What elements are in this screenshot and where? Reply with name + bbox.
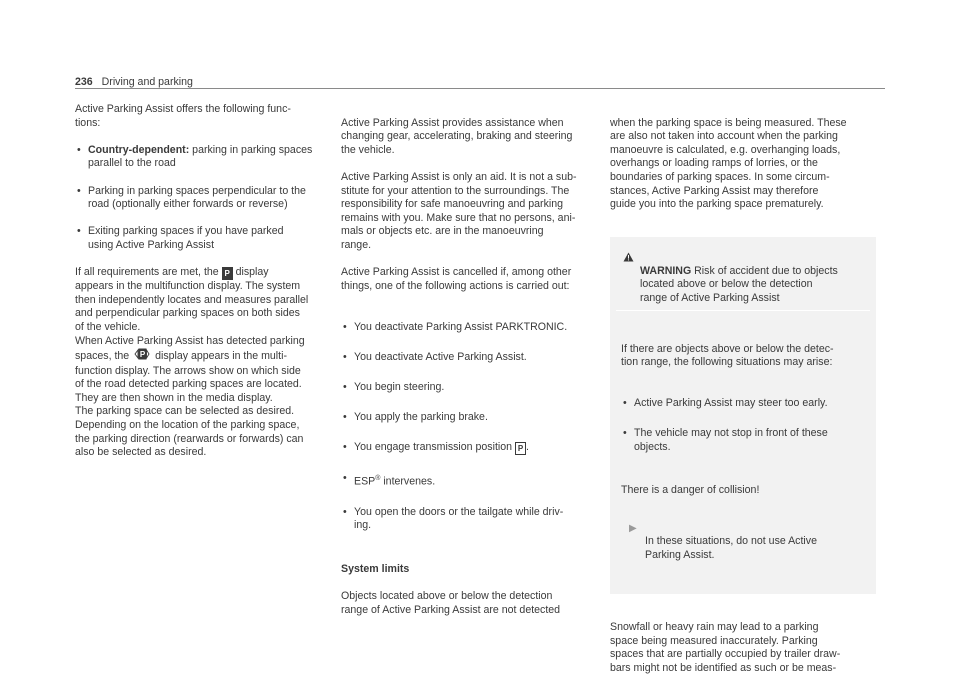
assist-paragraph: Active Parking Assist provides assistance when changing gear, accelerating, braking and steering the vehicle. (341, 116, 573, 156)
cancel-paragraph: Active Parking Assist is cancelled if, among other things, one of the following actions is carried out: (341, 266, 572, 292)
parking-symbol-icon: P (222, 267, 233, 280)
list-item (75, 225, 327, 252)
detected-paragraph (75, 335, 327, 406)
list-item-text: . (525, 441, 529, 454)
list-item (75, 185, 327, 212)
selection-paragraph: The parking space can be selected as desired. Depending on the location of the parking space, the parking direction (rearwards or forwards) can also be selected as desired. (75, 405, 304, 459)
intro-text: Active Parking Assist offers the following func- tions: (75, 103, 291, 129)
para-text: display appears in the multifunction display. The system then independently locates and measures parallel and perpendicular parking spaces on both sides of the vehicle. (75, 266, 309, 333)
snowfall-paragraph: Snowfall or heavy rain may lead to a parking space being measured inaccurately. Parking spaces that are partially occupied by trailer draw- bars might not be identified as such or be meas- (610, 621, 841, 674)
column-3 (610, 103, 876, 689)
system-limits-heading: System limits (341, 562, 410, 575)
system-limits-text: Objects located above or below the detection range of Active Parking Assist are not detected (341, 590, 561, 616)
list-item-text: You engage transmission position (354, 441, 515, 454)
warning-box (610, 237, 876, 593)
esp-label: ESP (354, 475, 376, 488)
page-number: 236 (75, 76, 93, 88)
list-item-text: intervenes. (380, 475, 436, 488)
cancel-list (341, 307, 599, 546)
warning-triangle-icon (623, 252, 634, 267)
action-arrow-icon: ▶ (629, 522, 637, 534)
warning-label: WARNING (640, 264, 692, 277)
list-item: • You deactivate Active Parking Assist. (341, 351, 599, 365)
warning-intro: If there are objects above or below the detec- tion range, the following situations may arise: (621, 342, 834, 369)
list-item (75, 144, 327, 171)
action-text: In these situations, do not use Active Parking Assist. (645, 535, 817, 561)
aid-paragraph: Active Parking Assist is only an aid. It is not a sub- stitute for your attention to the surroundings. The responsibility for safe manoeuvring and parking remains with you. Make sure that no persons, ani- mals or objects etc. are in the manoeuvring range. (341, 170, 577, 251)
warning-header (616, 251, 870, 311)
list-item: • Active Parking Assist may steer too early. (621, 397, 870, 411)
section-title: Driving and parking (101, 76, 193, 88)
list-item-text: Exiting parking spaces if you have parked using Active Parking Assist (88, 225, 284, 251)
warning-title: Risk of accident due to objects located above or below the detection range of Active Parking Assist (640, 264, 838, 304)
registered-mark: ® (375, 474, 381, 482)
parking-arrows-icon (132, 348, 152, 365)
svg-text:P: P (139, 350, 146, 360)
list-item (341, 441, 599, 455)
header-divider (75, 88, 885, 89)
warning-action (621, 522, 870, 563)
country-dependent-label: Country-dependent: (88, 143, 190, 156)
para-text: display appears in the multi- function display. The arrows show on which side of the road detected parking spaces are located. They are then shown in the media display. (75, 350, 302, 404)
column-2 (341, 103, 599, 631)
list-item: • You open the doors or the tailgate while driv- ing. (341, 506, 599, 533)
requirements-paragraph (75, 266, 327, 334)
warning-body (616, 325, 870, 578)
column-1 (75, 103, 327, 460)
list-item: • The vehicle may not stop in front of these objects. (621, 427, 870, 454)
para-text: When Active Parking Assist has detected parking spaces, the (75, 334, 305, 363)
list-item-text: parking in parking spaces parallel to the road (88, 143, 313, 170)
measurement-paragraph: when the parking space is being measured. These are also not taken into account when the parking manoeuvre is calculated, e.g. overhanging loads, overhangs or loading ramps of lorries, or the boundaries of parking spaces. In some circum- stances, Active Parking Assist may therefore guide you into the parking space prematurely. (610, 116, 847, 211)
para-text: If all requirements are met, the (75, 266, 222, 279)
warning-list (621, 383, 870, 468)
list-item: • You begin steering. (341, 381, 599, 395)
list-item (341, 472, 599, 489)
list-item-text: Parking in parking spaces perpendicular to the road (optionally either forwards or reverse) (88, 184, 306, 211)
list-item: • You deactivate Parking Assist PARKTRONIC. (341, 321, 599, 335)
list-item: • You apply the parking brake. (341, 411, 599, 425)
functions-list (75, 130, 327, 266)
warning-danger: There is a danger of collision! (621, 484, 760, 497)
gear-p-icon: P (515, 442, 526, 455)
